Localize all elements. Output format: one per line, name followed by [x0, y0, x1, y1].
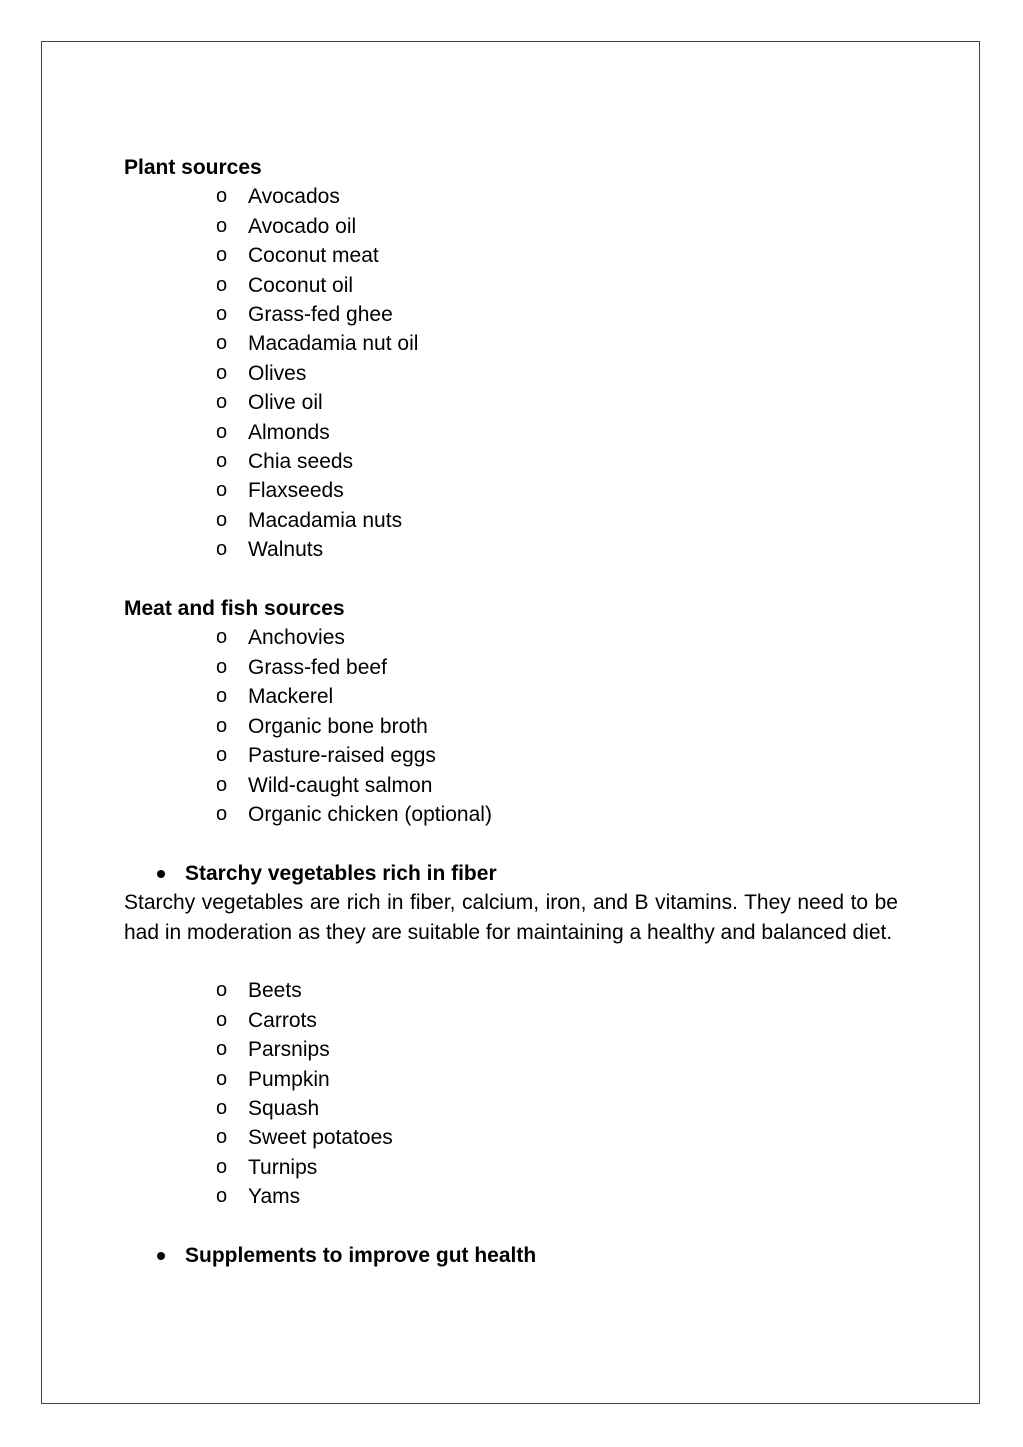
list-item-label: Organic chicken (optional) [248, 802, 492, 826]
list-item [124, 476, 898, 505]
list-item [124, 741, 898, 770]
circle-bullet-icon: o [216, 626, 228, 649]
list-item [124, 271, 898, 300]
list-item-label: Grass-fed beef [248, 655, 387, 679]
circle-bullet-icon: o [216, 1155, 228, 1178]
list-item [124, 241, 898, 270]
list-item [124, 1065, 898, 1094]
circle-bullet-icon: o [216, 420, 228, 443]
circle-bullet-icon: o [216, 1185, 228, 1208]
starchy-vegetables-heading: Starchy vegetables rich in fiber [185, 861, 497, 885]
supplements-heading: Supplements to improve gut health [185, 1243, 537, 1267]
circle-bullet-icon: o [216, 332, 228, 355]
list-item-label: Chia seeds [248, 450, 354, 474]
list-item [124, 506, 898, 535]
list-item [124, 1153, 898, 1182]
circle-bullet-icon: o [216, 979, 228, 1002]
list-item-label: Avocado oil [248, 214, 357, 238]
list-item [124, 800, 898, 829]
spacer [124, 947, 898, 976]
circle-bullet-icon: o [216, 1008, 228, 1031]
list-item-label: Avocados [248, 185, 340, 209]
list-item [124, 447, 898, 476]
plant-sources-list [124, 182, 898, 564]
list-item [124, 329, 898, 358]
circle-bullet-icon: o [216, 1038, 228, 1061]
circle-bullet-icon: o [216, 744, 228, 767]
list-item-label: Carrots [248, 1008, 317, 1032]
list-item-label: Yams [248, 1185, 301, 1209]
list-item [124, 388, 898, 417]
list-item [124, 359, 898, 388]
list-item-label: Parsnips [248, 1038, 330, 1062]
list-item-label: Squash [248, 1096, 320, 1120]
circle-bullet-icon: o [216, 1067, 228, 1090]
list-item [124, 1094, 898, 1123]
list-item-label: Coconut meat [248, 244, 379, 268]
spacer [124, 565, 898, 594]
spacer [124, 1212, 898, 1241]
circle-bullet-icon: o [216, 391, 228, 414]
list-item-label: Macadamia nuts [248, 508, 403, 532]
circle-bullet-icon: o [216, 244, 228, 267]
bullet-dot-icon [157, 1252, 165, 1260]
list-item-label: Organic bone broth [248, 714, 428, 738]
circle-bullet-icon: o [216, 1096, 228, 1119]
list-item-label: Beets [248, 979, 302, 1003]
list-item-label: Almonds [248, 420, 330, 444]
plant-sources-heading: Plant sources [124, 156, 262, 179]
circle-bullet-icon: o [216, 773, 228, 796]
circle-bullet-icon: o [216, 538, 228, 561]
list-item [124, 1035, 898, 1064]
list-item [124, 418, 898, 447]
supplements-bullet [124, 1241, 898, 1270]
meat-fish-sources-list [124, 623, 898, 829]
circle-bullet-icon: o [216, 714, 228, 737]
circle-bullet-icon: o [216, 479, 228, 502]
list-item [124, 1123, 898, 1152]
list-item-label: Flaxseeds [248, 479, 344, 503]
circle-bullet-icon: o [216, 508, 228, 531]
list-item [124, 976, 898, 1005]
list-item [124, 771, 898, 800]
list-item-label: Mackerel [248, 685, 334, 709]
list-item-label: Olives [248, 361, 307, 385]
document-content [124, 153, 898, 1270]
starchy-vegetables-paragraph: Starchy vegetables are rich in fiber, calcium, iron, and B vitamins. They need to be had in moderation as they are suitable for maintaining a healthy and balanced diet. [124, 891, 898, 944]
list-item [124, 1182, 898, 1211]
list-item [124, 653, 898, 682]
list-item [124, 300, 898, 329]
circle-bullet-icon: o [216, 685, 228, 708]
list-item-label: Anchovies [248, 626, 345, 650]
circle-bullet-icon: o [216, 1126, 228, 1149]
list-item-label: Macadamia nut oil [248, 332, 419, 356]
list-item [124, 212, 898, 241]
circle-bullet-icon: o [216, 273, 228, 296]
circle-bullet-icon: o [216, 214, 228, 237]
meat-fish-sources-heading: Meat and fish sources [124, 597, 345, 621]
circle-bullet-icon: o [216, 450, 228, 473]
starchy-vegetables-bullet [124, 859, 898, 888]
list-item [124, 712, 898, 741]
list-item [124, 623, 898, 652]
spacer [124, 829, 898, 858]
list-item-label: Wild-caught salmon [248, 773, 433, 797]
list-item-label: Turnips [248, 1155, 318, 1179]
list-item-label: Grass-fed ghee [248, 303, 393, 327]
list-item-label: Pumpkin [248, 1067, 330, 1091]
starchy-vegetables-list [124, 976, 898, 1211]
list-item-label: Sweet potatoes [248, 1126, 393, 1150]
list-item-label: Olive oil [248, 391, 323, 415]
circle-bullet-icon: o [216, 655, 228, 678]
list-item-label: Pasture-raised eggs [248, 744, 436, 768]
circle-bullet-icon: o [216, 361, 228, 384]
list-item [124, 1006, 898, 1035]
list-item [124, 535, 898, 564]
list-item [124, 182, 898, 211]
list-item [124, 682, 898, 711]
circle-bullet-icon: o [216, 185, 228, 208]
circle-bullet-icon: o [216, 303, 228, 326]
circle-bullet-icon: o [216, 802, 228, 825]
bullet-dot-icon [157, 870, 165, 878]
list-item-label: Coconut oil [248, 273, 354, 297]
list-item-label: Walnuts [248, 538, 324, 562]
